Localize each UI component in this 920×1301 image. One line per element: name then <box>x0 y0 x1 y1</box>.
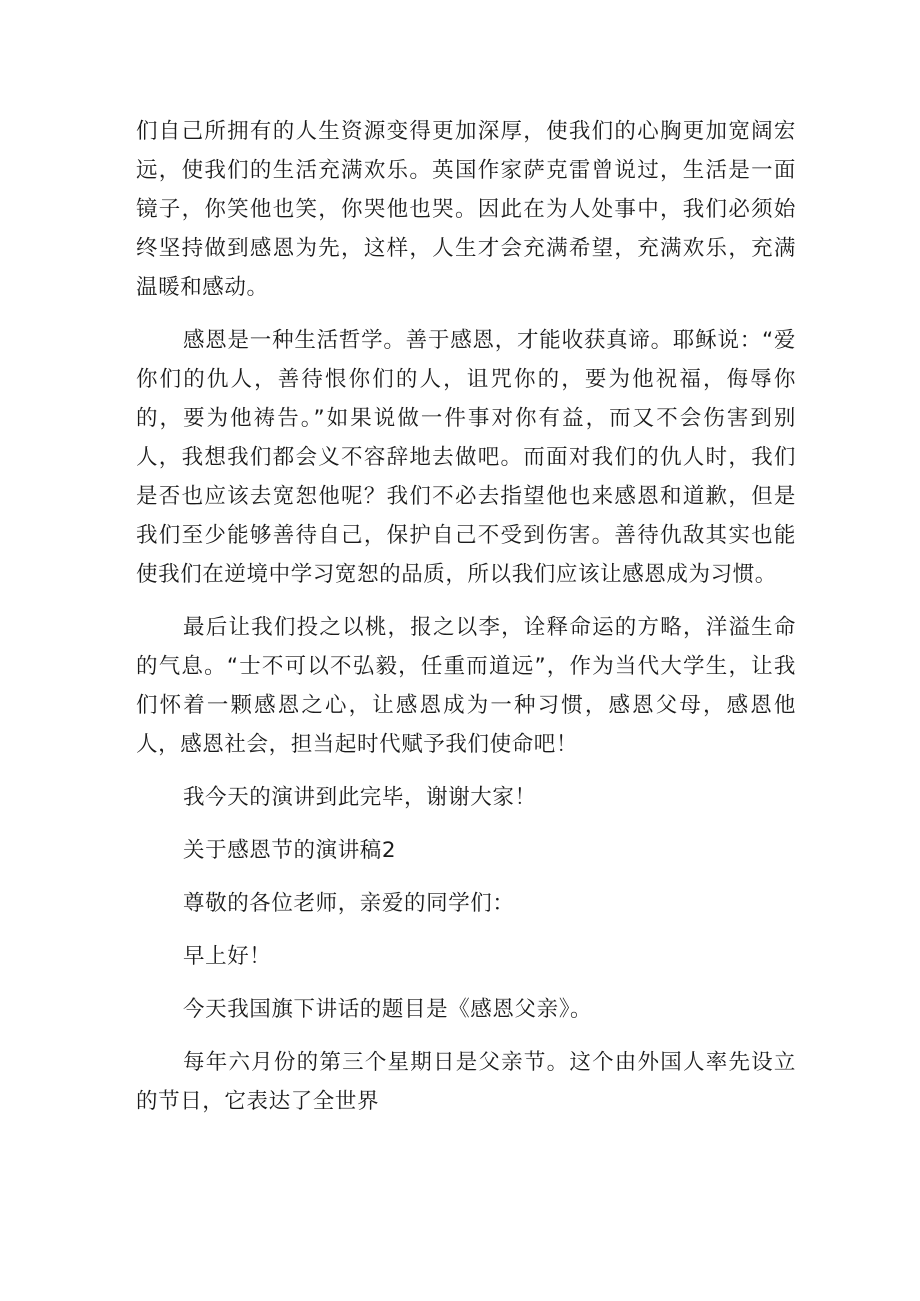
paragraph-conclusion: 最后让我们投之以桃，报之以李，诠释命运的方略，洋溢生命的气息。“士不可以不弘毅，任重而道远”，作为当代大学生，让我们怀着一颗感恩之心，让感恩成为一种习惯，感恩父母，感恩他人，感恩社会，担当起时代赋予我们使命吧！ <box>136 615 796 757</box>
section-title: 关于感恩节的演讲稿2 <box>183 838 397 863</box>
salutation: 尊敬的各位老师，亲爱的同学们： <box>183 891 515 916</box>
speech-topic: 今天我国旗下讲话的题目是《感恩父亲》。 <box>183 997 593 1022</box>
paragraph-closing: 我今天的演讲到此完毕，谢谢大家！ <box>183 785 537 810</box>
document-body <box>136 112 796 1135</box>
paragraph-fathers-day: 每年六月份的第三个星期日是父亲节。这个由外国人率先设立的节日，它表达了全世界 <box>136 1050 796 1114</box>
paragraph-gratitude-philosophy: 感恩是一种生活哲学。善于感恩，才能收获真谛。耶稣说：“爱你们的仇人，善待恨你们的人，诅咒你的，要为他祝福，侮辱你的，要为他祷告。”如果说做一件事对你有益，而又不会伤害到别人，我想我们都会义不容辞地去做吧。而面对我们的仇人时，我们是否也应该去宽恕他呢？我们不必去指望他也来感恩和道歉，但是我们至少能够善待自己，保护自己不受到伤害。善待仇敌其实也能使我们在逆境中学习宽恕的品质，所以我们应该让感恩成为习惯。 <box>136 328 796 587</box>
paragraph-continuation: 们自己所拥有的人生资源变得更加深厚，使我们的心胸更加宽阔宏远，使我们的生活充满欢乐。英国作家萨克雷曾说过，生活是一面镜子，你笑他也笑，你哭他也哭。因此在为人处事中，我们必须始终坚持做到感恩为先，这样，人生才会充满希望，充满欢乐，充满温暖和感动。 <box>136 119 796 300</box>
greeting: 早上好！ <box>183 944 272 969</box>
